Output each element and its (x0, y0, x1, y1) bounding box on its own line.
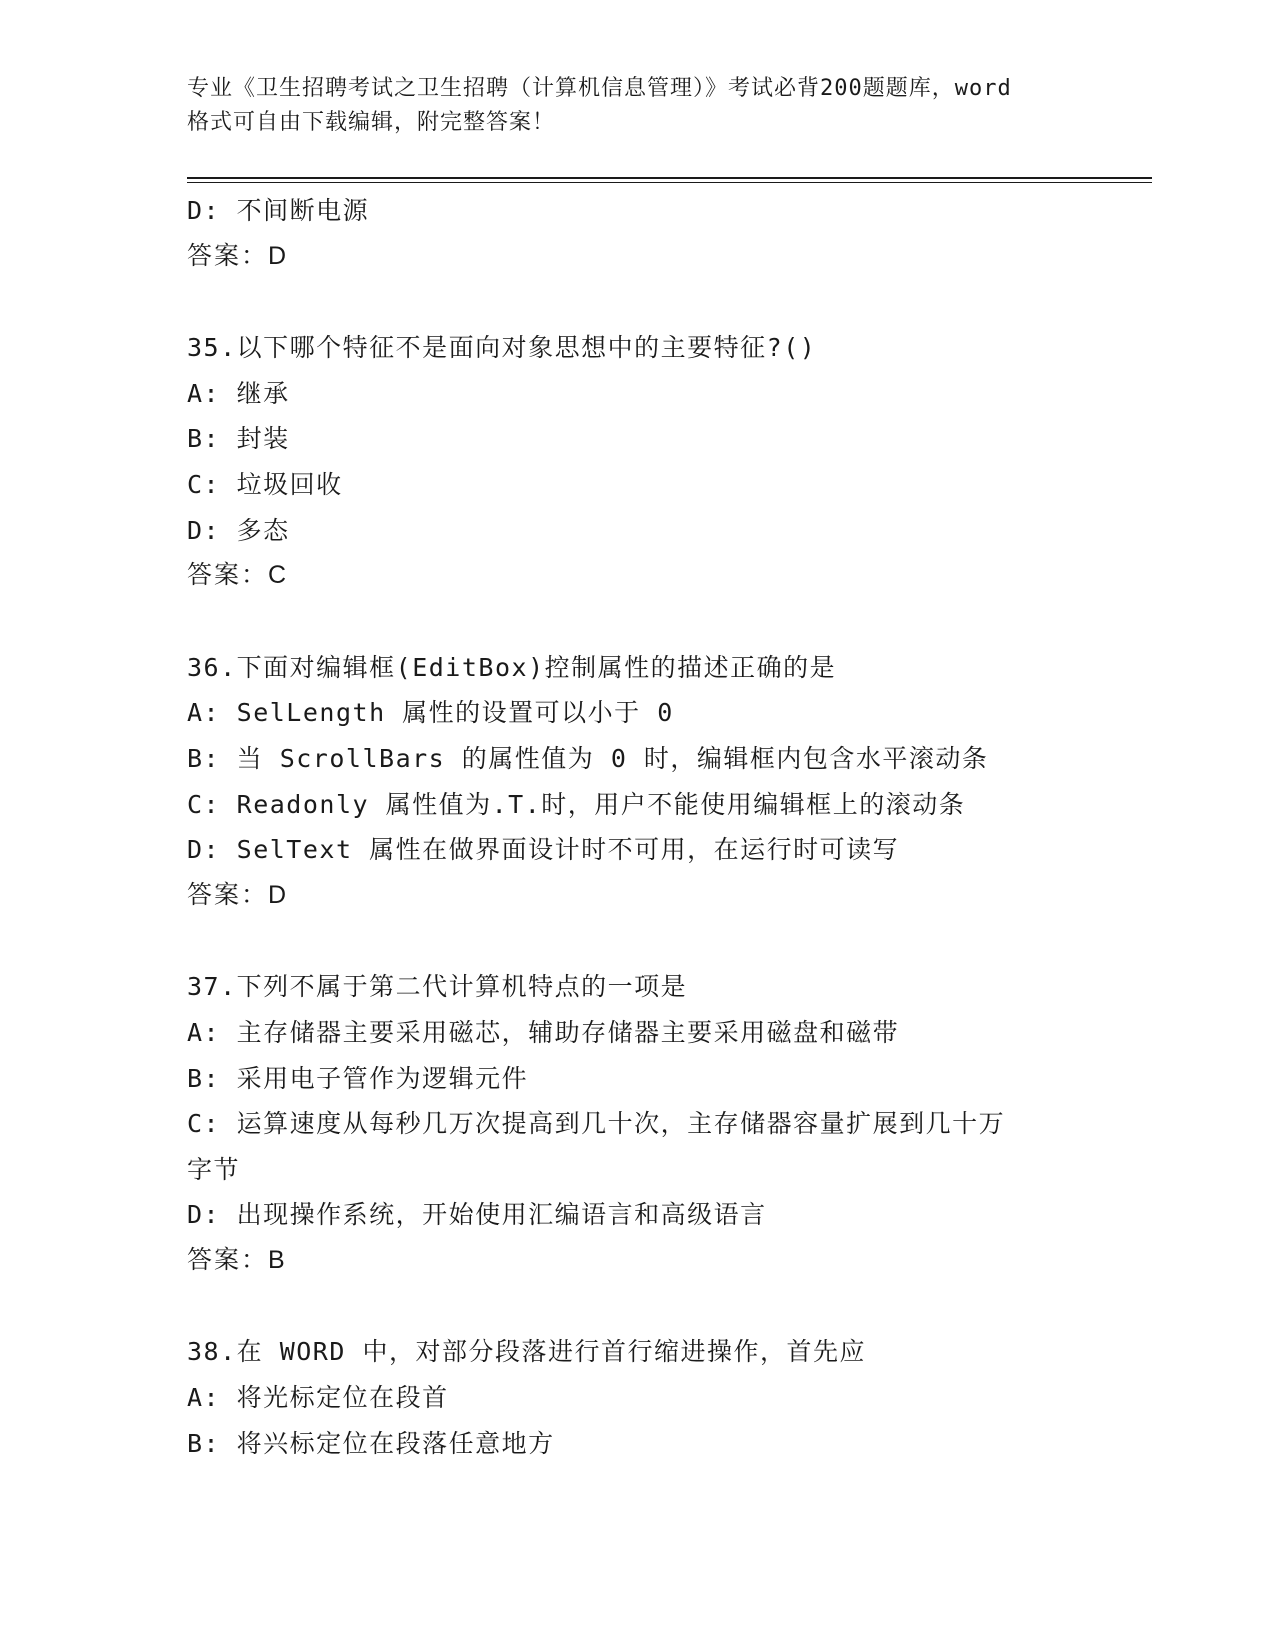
header-title-line-1: 专业《卫生招聘考试之卫生招聘（计算机信息管理）》考试必背200题题库，word (187, 76, 1012, 101)
question-36 (187, 645, 1087, 919)
document-header (187, 72, 1087, 140)
option-d: D: SelText 属性在做界面设计时不可用，在运行时可读写 (187, 835, 900, 865)
option-d: D: 多态 (187, 515, 290, 545)
header-divider-thick (187, 177, 1152, 179)
option-c: C: Readonly 属性值为.T.时，用户不能使用编辑框上的滚动条 (187, 789, 966, 819)
spacer (187, 918, 1087, 964)
question-stem: 38.在 WORD 中，对部分段落进行首行缩进操作，首先应 (187, 1337, 866, 1367)
question-34-tail (187, 188, 1087, 279)
spacer (187, 599, 1087, 645)
option-a: A: 将光标定位在段首 (187, 1383, 449, 1413)
question-stem: 37.下列不属于第二代计算机特点的一项是 (187, 972, 688, 1002)
option-b: B: 将兴标定位在段落任意地方 (187, 1428, 555, 1458)
answer-line: 答案：D (187, 880, 289, 909)
option-b: B: 当 ScrollBars 的属性值为 0 时，编辑框内包含水平滚动条 (187, 743, 989, 773)
question-38 (187, 1329, 1087, 1466)
option-b: B: 封装 (187, 424, 290, 454)
spacer (187, 1283, 1087, 1329)
option-a: A: SelLength 属性的设置可以小于 0 (187, 698, 674, 728)
option-b: B: 采用电子管作为逻辑元件 (187, 1063, 529, 1093)
option-d: D: 出现操作系统，开始使用汇编语言和高级语言 (187, 1200, 767, 1230)
answer-line: 答案：C (187, 561, 289, 590)
option-c-continued: 字节 (187, 1154, 241, 1184)
answer-line: 答案：B (187, 1245, 287, 1274)
option-a: A: 主存储器主要采用磁芯，辅助存储器主要采用磁盘和磁带 (187, 1017, 900, 1047)
header-divider-thin (187, 182, 1152, 183)
header-title-line-2: 格式可自由下载编辑，附完整答案！ (187, 110, 556, 135)
answer-line: 答案：D (187, 241, 289, 270)
question-35 (187, 325, 1087, 599)
option-c: C: 运算速度从每秒几万次提高到几十次，主存储器容量扩展到几十万 (187, 1109, 1006, 1139)
question-37 (187, 964, 1087, 1283)
question-stem: 35.以下哪个特征不是面向对象思想中的主要特征?() (187, 333, 817, 363)
option-c: C: 垃圾回收 (187, 469, 343, 499)
option-a: A: 继承 (187, 378, 290, 408)
option-d: D: 不间断电源 (187, 196, 370, 225)
question-list (187, 188, 1087, 1466)
spacer (187, 279, 1087, 325)
question-stem: 36.下面对编辑框(EditBox)控制属性的描述正确的是 (187, 652, 837, 682)
